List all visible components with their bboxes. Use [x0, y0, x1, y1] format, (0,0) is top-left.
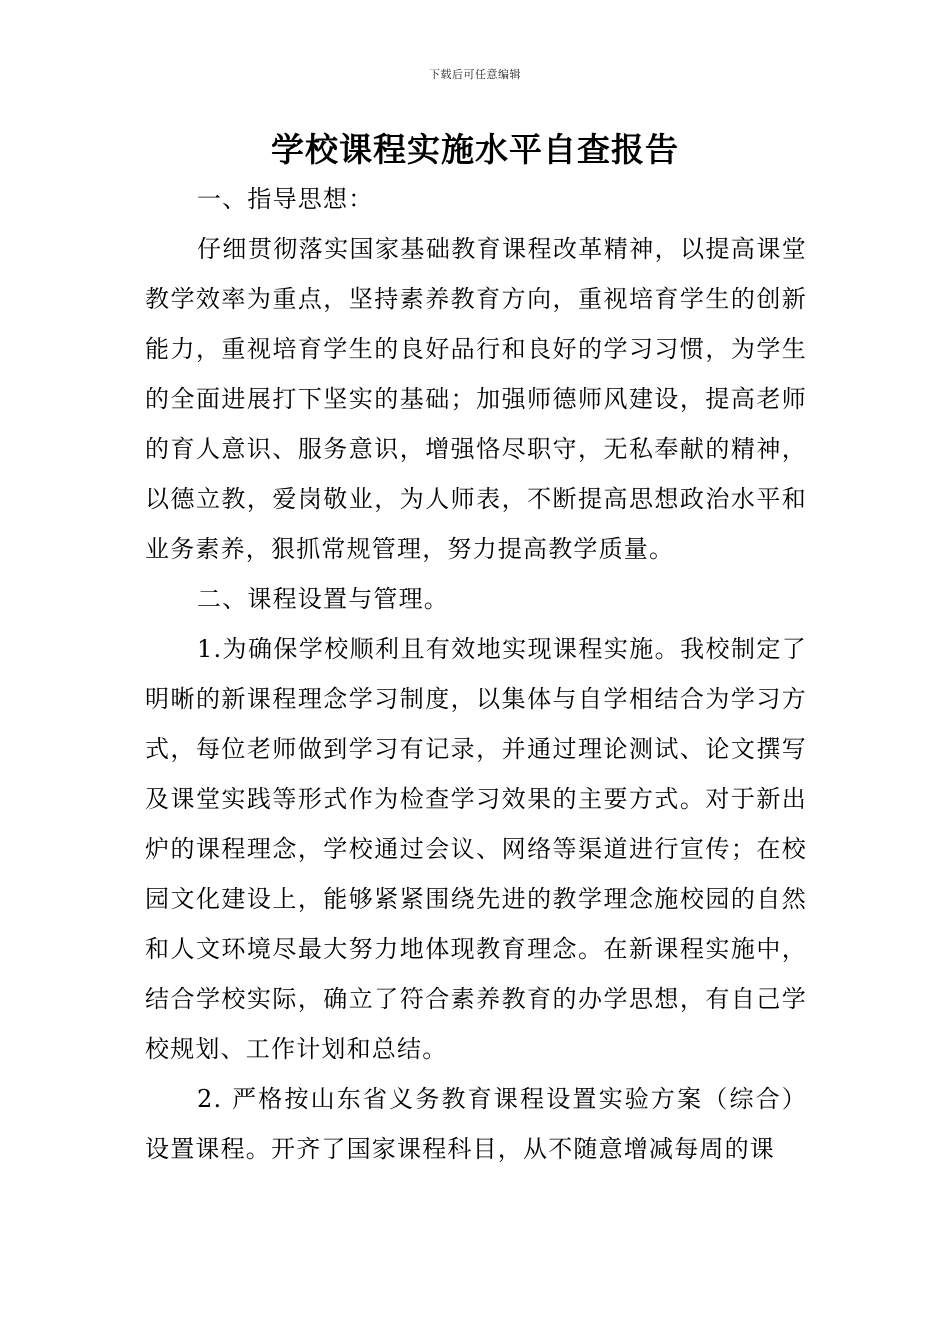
- paragraph-item-2: 2. 严格按山东省义务教育课程设置实验方案（综合）设置课程。开齐了国家课程科目，从不随意增减每周的课: [145, 1085, 807, 1163]
- document-body: [145, 174, 807, 1174]
- section-heading-guiding-ideology: 一、指导思想：: [197, 185, 374, 213]
- paragraph-item-1: 1.为确保学校顺利且有效地实现课程实施。我校制定了明晰的新课程理念学习制度，以集体与自学相结合为学习方式，每位老师做到学习有记录，并通过理论测试、论文撰写及课堂实践等形式作为检查学习效果的主要方式。对于新出炉的课程理念，学校通过会议、网络等渠道进行宣传；在校园文化建设上，能够紧紧围绕先进的教学理念施校园的自然和人文环境尽最大努力地体现教育理念。在新课程实施中，结合学校实际，确立了符合素养教育的办学思想，有自己学校规划、工作计划和总结。: [145, 635, 807, 1063]
- document-title: 学校课程实施水平自查报告: [271, 130, 679, 169]
- section-heading-curriculum-management: 二、课程设置与管理。: [197, 585, 449, 613]
- header-note: 下载后可任意编辑: [429, 68, 521, 81]
- paragraph-guiding-ideology: 仔细贯彻落实国家基础教育课程改革精神，以提高课堂教学效率为重点，坚持素养教育方向，重视培育学生的创新能力，重视培育学生的良好品行和良好的学习习惯，为学生的全面进展打下坚实的基础；加强师德师风建设，提高老师的育人意识、服务意识，增强恪尽职守，无私奉献的精神，以德立教，爱岗敬业，为人师表，不断提高思想政治水平和业务素养，狠抓常规管理，努力提高教学质量。: [145, 235, 807, 563]
